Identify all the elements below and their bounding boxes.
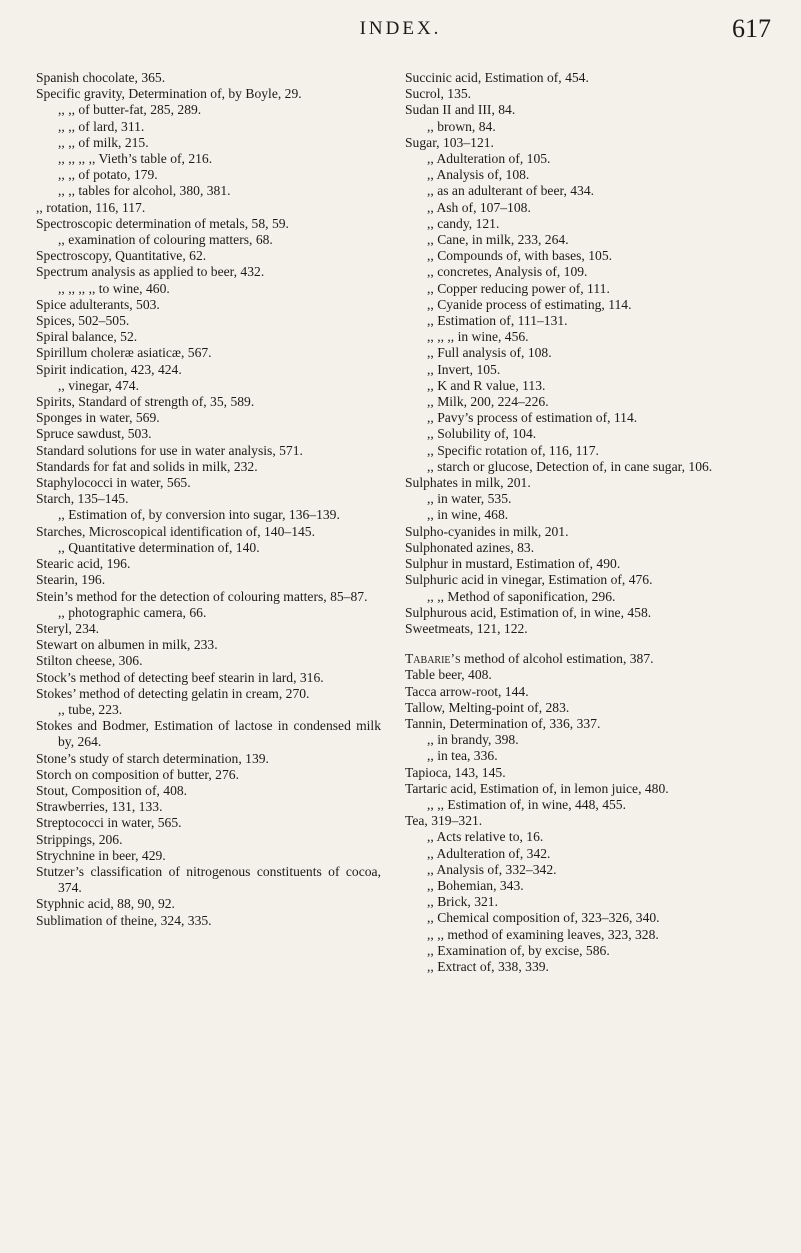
- index-entry: Staphylococci in water, 565.: [36, 475, 191, 491]
- index-entry: Sweetmeats, 121, 122.: [405, 620, 528, 636]
- index-entry: Spiral balance, 52.: [36, 329, 138, 345]
- index-entry: Streptococci in water, 565.: [36, 815, 182, 831]
- index-entry: ,, ,, of butter-fat, 285, 289.: [58, 102, 202, 118]
- index-entry: Stout, Composition of, 408.: [36, 782, 188, 798]
- index-entry: ,, ,, ,, in wine, 456.: [427, 329, 529, 345]
- index-entry: Stone’s study of starch determination, 139.: [36, 750, 269, 766]
- index-entry: ,, Pavy’s process of estimation of, 114.: [427, 410, 638, 426]
- index-entry: ,, Solubility of, 104.: [427, 426, 537, 442]
- index-entry: Standards for fat and solids in milk, 232.: [36, 458, 258, 474]
- index-entry: Stutzer’s classification of nitrogenous constituents of cocoa, 374.: [36, 863, 381, 896]
- index-entry: Sulphonated azines, 83.: [405, 539, 535, 555]
- index-entry: Stokes and Bodmer, Estimation of lactose in condensed milk by, 264.: [36, 718, 381, 750]
- index-entry: Strawberries, 131, 133.: [36, 799, 163, 815]
- index-entry: Sulphur in mustard, Estimation of, 490.: [405, 556, 621, 572]
- index-entry: Sulpho-cyanides in milk, 201.: [405, 523, 569, 539]
- index-entry: ,, Cane, in milk, 233, 264.: [427, 232, 569, 248]
- index-entry: ,, Examination of, by excise, 586.: [427, 942, 610, 958]
- index-entry: ,, Bohemian, 343.: [427, 877, 524, 893]
- index-entry: ,, Milk, 200, 224–226.: [427, 394, 549, 410]
- index-entry: ,, Estimation of, by conversion into sugar, 136–139.: [58, 507, 340, 523]
- index-column-left: [36, 70, 381, 929]
- index-entry: ,, Estimation of, 111–131.: [427, 313, 568, 329]
- index-entry: ,, tube, 223.: [58, 701, 123, 717]
- index-entry: ,, photographic camera, 66.: [58, 604, 207, 620]
- index-entry: ,, starch or glucose, Detection of, in cane sugar, 106.: [427, 458, 713, 474]
- index-entry: ,, Full analysis of, 108.: [427, 345, 552, 361]
- index-entry: Specific gravity, Determination of, by Boyle, 29.: [36, 86, 302, 102]
- index-entry: ,, in water, 535.: [427, 491, 512, 507]
- index-entry: ,, ,, of lard, 311.: [58, 118, 145, 134]
- index-entry: ,, Adulteration of, 105.: [427, 151, 551, 167]
- index-entry: ,, ,, ,, ,, to wine, 460.: [58, 280, 170, 296]
- index-entry: Sponges in water, 569.: [36, 410, 160, 426]
- index-entry: Steryl, 234.: [36, 620, 100, 636]
- index-entry: Sucrol, 135.: [405, 86, 472, 102]
- index-entry: ,, ,, of milk, 215.: [58, 134, 149, 150]
- index-entry: Starches, Microscopical identification of, 140–145.: [36, 523, 315, 539]
- index-entry: ,, ,, of potato, 179.: [58, 167, 158, 183]
- index-entry: Strippings, 206.: [36, 831, 123, 847]
- index-entry: Standard solutions for use in water analysis, 571.: [36, 442, 303, 458]
- index-entry: Stock’s method of detecting beef stearin in lard, 316.: [36, 669, 324, 685]
- index-entry: Table beer, 408.: [405, 667, 492, 683]
- index-entry: ,, Ash of, 107–108.: [427, 199, 531, 215]
- index-entry: ,, brown, 84.: [427, 118, 496, 134]
- index-entry: Stearin, 196.: [36, 572, 106, 588]
- index-entry: Sublimation of theine, 324, 335.: [36, 912, 212, 928]
- index-entry: ,, ,, ,, ,, Vieth’s table of, 216.: [58, 151, 213, 167]
- index-entry: ,, Cyanide process of estimating, 114.: [427, 296, 632, 312]
- index-entry: Sugar, 103–121.: [405, 134, 494, 150]
- index-entry: Stilton cheese, 306.: [36, 653, 143, 669]
- index-entry: Spectroscopic determination of metals, 58, 59.: [36, 215, 289, 231]
- index-entry: ,, candy, 121.: [427, 215, 500, 231]
- index-entry: [405, 651, 768, 667]
- index-entry: Spanish chocolate, 365.: [36, 70, 166, 85]
- index-entry: Tea, 319–321.: [405, 813, 483, 829]
- index-entry: Stein’s method for the detection of colouring matters, 85–87.: [36, 588, 368, 604]
- index-entry: Styphnic acid, 88, 90, 92.: [36, 896, 175, 912]
- index-entry: Storch on composition of butter, 276.: [36, 766, 239, 782]
- index-entry: ,, rotation, 116, 117.: [36, 199, 146, 215]
- index-entry: ,, ,, tables for alcohol, 380, 381.: [58, 183, 231, 199]
- entry-text: method of alcohol estimation, 387.: [460, 651, 654, 667]
- index-entry: ,, ,, method of examining leaves, 323, 328.: [427, 926, 659, 942]
- index-entry: ,, in tea, 336.: [427, 748, 498, 764]
- index-entry: ,, Extract of, 338, 339.: [427, 958, 549, 974]
- index-entry: ,, ,, Estimation of, in wine, 448, 455.: [427, 796, 626, 812]
- index-entry: ,, K and R value, 113.: [427, 377, 546, 393]
- index-entry: ,, Compounds of, with bases, 105.: [427, 248, 613, 264]
- index-entry: Tartaric acid, Estimation of, in lemon juice, 480.: [405, 780, 669, 796]
- index-entry: Spectroscopy, Quantitative, 62.: [36, 248, 207, 264]
- entry-heading-small-caps: Tabarie’s: [405, 651, 461, 667]
- index-entry: Tannin, Determination of, 336, 337.: [405, 715, 601, 731]
- index-entry: Spirits, Standard of strength of, 35, 589.: [36, 394, 255, 410]
- index-column-right: [405, 70, 768, 975]
- index-entry: Sudan II and III, 84.: [405, 102, 516, 118]
- index-entry: ,, Acts relative to, 16.: [427, 829, 544, 845]
- index-entry: ,, in wine, 468.: [427, 507, 509, 523]
- index-entry: Sulphurous acid, Estimation of, in wine, 458.: [405, 604, 652, 620]
- index-entry: ,, Copper reducing power of, 111.: [427, 280, 610, 296]
- index-entry: ,, Analysis of, 332–342.: [427, 861, 557, 877]
- index-entry: Tapioca, 143, 145.: [405, 764, 506, 780]
- index-entry: Spruce sawdust, 503.: [36, 426, 152, 442]
- index-entry: ,, Adulteration of, 342.: [427, 845, 551, 861]
- running-title: INDEX.: [359, 18, 442, 39]
- index-entry: Sulphuric acid in vinegar, Estimation of, 476.: [405, 572, 653, 588]
- index-entry: Spirillum choleræ asiaticæ, 567.: [36, 345, 212, 361]
- index-entry: ,, vinegar, 474.: [58, 377, 139, 393]
- index-entry: Spice adulterants, 503.: [36, 296, 160, 312]
- index-entry: ,, Specific rotation of, 116, 117.: [427, 442, 599, 458]
- index-entry: ,, Chemical composition of, 323–326, 340.: [427, 910, 660, 926]
- index-entry: ,, Analysis of, 108.: [427, 167, 530, 183]
- index-entry: ,, as an adulterant of beer, 434.: [427, 183, 595, 199]
- index-entry: Spices, 502–505.: [36, 313, 130, 329]
- index-entry: Stewart on albumen in milk, 233.: [36, 637, 218, 653]
- index-entry: Succinic acid, Estimation of, 454.: [405, 70, 589, 85]
- index-entry: Tallow, Melting-point of, 283.: [405, 699, 570, 715]
- index-entry: ,, concretes, Analysis of, 109.: [427, 264, 588, 280]
- index-entry: Strychnine in beer, 429.: [36, 847, 166, 863]
- page-header: [0, 14, 801, 48]
- index-entry: ,, Brick, 321.: [427, 894, 498, 910]
- index-entry: Spirit indication, 423, 424.: [36, 361, 182, 377]
- index-entry: Spectrum analysis as applied to beer, 432.: [36, 264, 265, 280]
- index-entry: ,, ,, Method of saponification, 296.: [427, 588, 616, 604]
- index-entry: ,, Quantitative determination of, 140.: [58, 539, 260, 555]
- index-entry: Stearic acid, 196.: [36, 556, 131, 572]
- index-entry: ,, examination of colouring matters, 68.: [58, 232, 273, 248]
- index-entry: ,, Invert, 105.: [427, 361, 501, 377]
- page-number: 617: [732, 14, 771, 43]
- index-entry: Stokes’ method of detecting gelatin in cream, 270.: [36, 685, 310, 701]
- index-entry: Sulphates in milk, 201.: [405, 475, 531, 491]
- index-entry: Starch, 135–145.: [36, 491, 129, 507]
- index-entry: Tacca arrow-root, 144.: [405, 683, 529, 699]
- index-entry: ,, in brandy, 398.: [427, 732, 519, 748]
